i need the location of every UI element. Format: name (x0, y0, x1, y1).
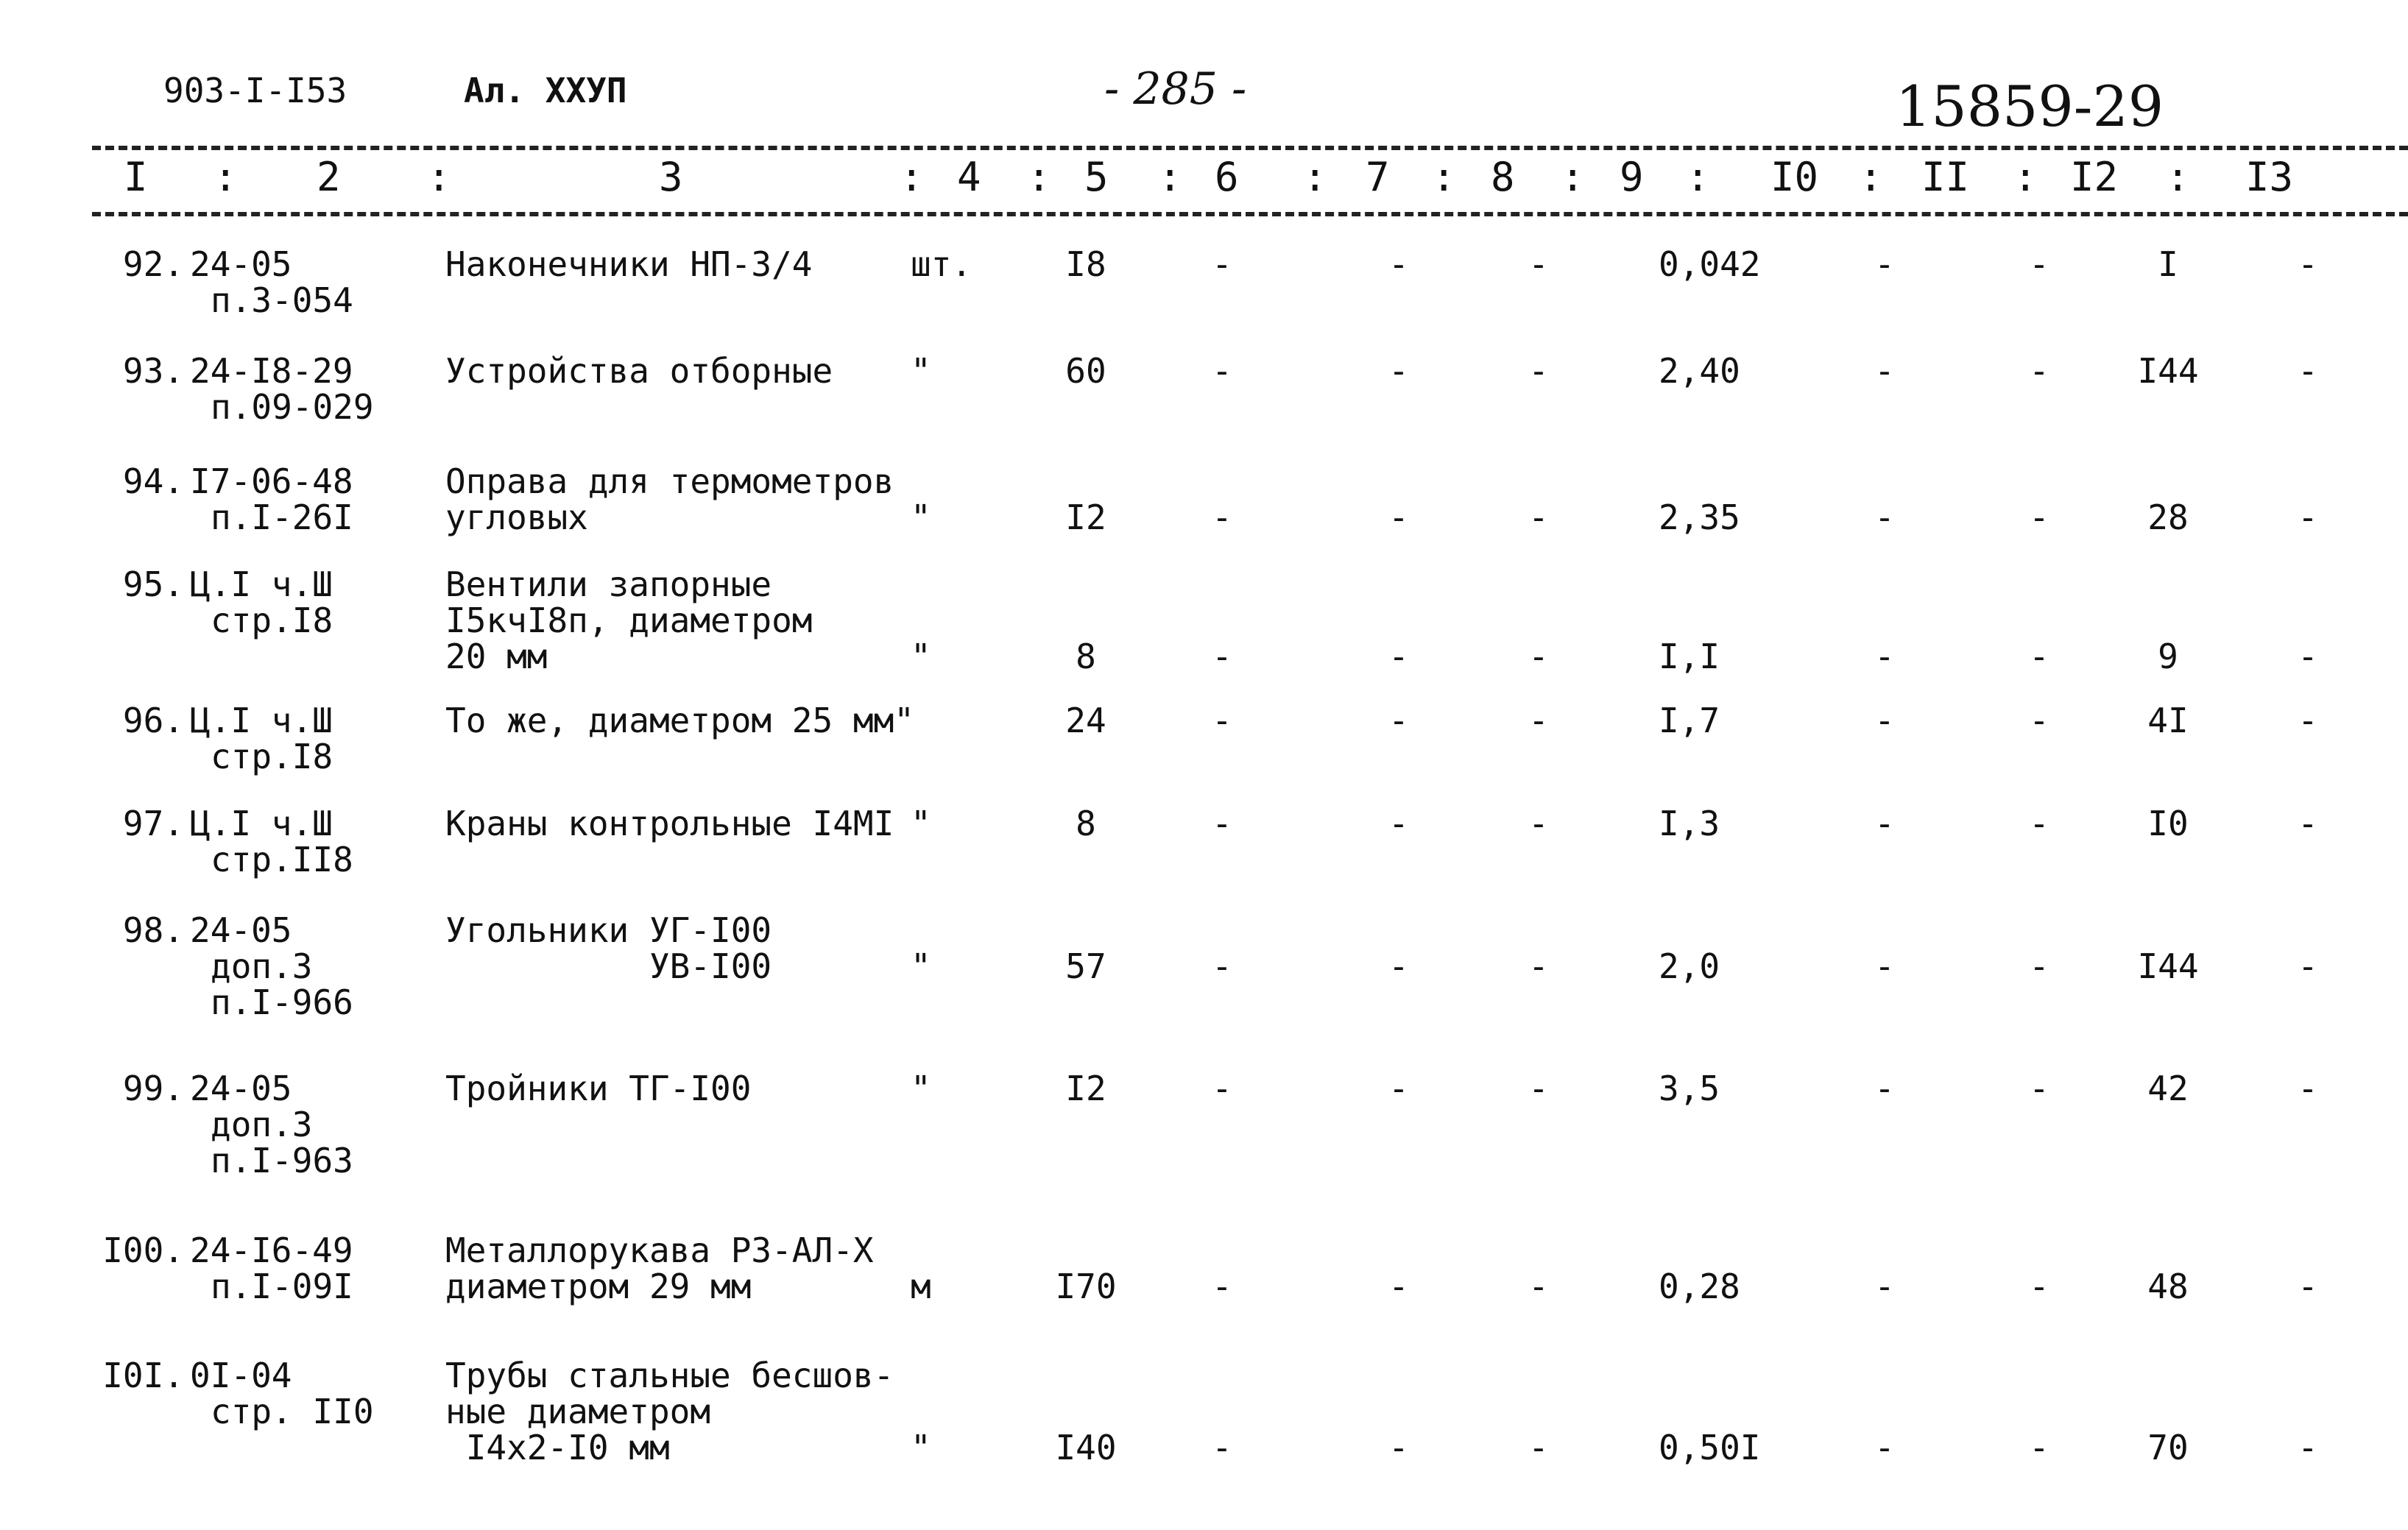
album-label: Ал. XXУП (464, 71, 627, 110)
row-col-8: - (1528, 637, 1549, 676)
col-header-13: I3 (2245, 154, 2294, 200)
row-col-7: - (1388, 637, 1409, 676)
row-col-13: - (2298, 701, 2318, 740)
col-separator: : (2166, 154, 2190, 200)
row-col-12: 42 (2147, 1069, 2189, 1108)
row-col-8: - (1528, 1069, 1549, 1108)
row-col-5: 60 (1065, 351, 1106, 391)
col-header-8: 8 (1491, 154, 1515, 200)
row-col-13: - (2298, 946, 2318, 986)
row-number: 92. (122, 244, 184, 284)
col-separator: : (1561, 154, 1585, 200)
row-col-11: - (2029, 701, 2049, 740)
row-number: 97. (122, 804, 184, 843)
row-code-line: стр. II0 (211, 1392, 374, 1431)
row-name-line: диаметром 29 мм (445, 1267, 752, 1306)
row-col-11: - (2029, 1428, 2049, 1467)
row-col-5: 24 (1065, 701, 1106, 740)
row-name-line: Наконечники НП-3/4 (445, 244, 813, 284)
row-name-line: Краны контрольные I4MI (445, 804, 894, 843)
row-col-11: - (2029, 497, 2049, 537)
row-col-9: 0,28 (1659, 1267, 1740, 1306)
col-separator: : (1432, 154, 1456, 200)
row-code-line: Ц.I ч.Ш (190, 804, 333, 843)
row-col-7: - (1388, 804, 1409, 843)
row-col-6: - (1212, 637, 1232, 676)
row-code-line: Ц.I ч.Ш (190, 564, 333, 604)
row-number: 95. (122, 564, 184, 604)
row-col-6: - (1212, 1428, 1232, 1467)
row-col-6: - (1212, 701, 1232, 740)
row-code-line: п.I-26I (211, 497, 353, 537)
row-col-10: - (1874, 1267, 1895, 1306)
handwritten-number: 15859-29 (1896, 74, 2164, 139)
row-col-11: - (2029, 1267, 2049, 1306)
row-col-8: - (1528, 351, 1549, 391)
row-code-line: 24-I8-29 (190, 351, 353, 391)
row-col-7: - (1388, 701, 1409, 740)
row-col-13: - (2298, 637, 2318, 676)
row-col-8: - (1528, 1428, 1549, 1467)
row-col-6: - (1212, 244, 1232, 284)
row-col-5: I70 (1055, 1267, 1117, 1306)
row-unit: шт. (911, 244, 972, 284)
row-name-line: Оправа для термометров (445, 461, 894, 501)
row-number: 98. (122, 910, 184, 950)
row-name-line: I5кчI8п, диаметром (445, 601, 813, 640)
row-col-10: - (1874, 497, 1895, 537)
row-code-line: 24-I6-49 (190, 1230, 353, 1270)
row-name-line: Металлорукава РЗ-АЛ-Х (445, 1230, 874, 1270)
col-separator: : (1027, 154, 1051, 200)
row-col-6: - (1212, 1267, 1232, 1306)
row-col-8: - (1528, 497, 1549, 537)
row-col-5: 57 (1065, 946, 1106, 986)
row-number: 96. (122, 701, 184, 740)
col-header-6: 6 (1215, 154, 1239, 200)
row-col-5: I8 (1065, 244, 1106, 284)
row-name-line: Тройники ТГ-I00 (445, 1069, 752, 1108)
row-number: 94. (122, 461, 184, 501)
row-col-9: 2,0 (1659, 946, 1720, 986)
row-col-7: - (1388, 1267, 1409, 1306)
row-col-10: - (1874, 1069, 1895, 1108)
row-code-line: 0I-04 (190, 1356, 292, 1395)
row-col-13: - (2298, 804, 2318, 843)
row-code-line: доп.3 (211, 1105, 313, 1144)
col-header-11: II (1921, 154, 1970, 200)
row-col-13: - (2298, 1428, 2318, 1467)
row-col-10: - (1874, 1428, 1895, 1467)
row-col-10: - (1874, 804, 1895, 843)
row-code-line: 24-05 (190, 244, 292, 284)
row-number: 99. (122, 1069, 184, 1108)
row-col-9: 0,042 (1659, 244, 1761, 284)
row-name-line: ные диаметром (445, 1392, 711, 1431)
row-col-5: 8 (1076, 637, 1096, 676)
row-name-line: I4x2-I0 мм (445, 1428, 670, 1467)
row-col-9: 0,50I (1659, 1428, 1761, 1467)
row-unit: " (911, 1428, 931, 1467)
row-col-7: - (1388, 351, 1409, 391)
row-name-line: Трубы стальные бесшов- (445, 1356, 894, 1395)
row-col-11: - (2029, 1069, 2049, 1108)
row-col-13: - (2298, 497, 2318, 537)
col-separator: : (2013, 154, 2038, 200)
row-col-11: - (2029, 351, 2049, 391)
row-col-10: - (1874, 244, 1895, 284)
row-col-7: - (1388, 1069, 1409, 1108)
row-code-line: стр.II8 (211, 840, 353, 879)
row-col-11: - (2029, 804, 2049, 843)
row-col-11: - (2029, 244, 2049, 284)
row-col-7: - (1388, 946, 1409, 986)
page-number: - 285 - (1104, 63, 1247, 115)
col-header-12: I2 (2070, 154, 2119, 200)
header-bottom-rule (92, 212, 2408, 216)
col-separator: : (900, 154, 924, 200)
row-col-9: I,3 (1659, 804, 1720, 843)
row-col-12: 9 (2158, 637, 2178, 676)
row-code-line: стр.I8 (211, 737, 333, 776)
col-separator: : (1686, 154, 1710, 200)
header-top-rule (92, 146, 2408, 150)
row-col-5: I2 (1065, 1069, 1106, 1108)
row-col-12: I (2158, 244, 2178, 284)
row-col-8: - (1528, 244, 1549, 284)
row-number: I0I. (102, 1356, 184, 1395)
row-col-6: - (1212, 1069, 1232, 1108)
row-col-12: 4I (2147, 701, 2189, 740)
row-col-11: - (2029, 946, 2049, 986)
row-col-10: - (1874, 351, 1895, 391)
col-separator: : (1158, 154, 1182, 200)
doc-code: 903-I-I53 (163, 71, 347, 110)
row-col-10: - (1874, 701, 1895, 740)
col-header-9: 9 (1620, 154, 1644, 200)
col-header-10: I0 (1770, 154, 1819, 200)
row-code-line: п.I-09I (211, 1267, 353, 1306)
row-col-7: - (1388, 1428, 1409, 1467)
row-col-12: I44 (2137, 946, 2199, 986)
row-col-8: - (1528, 946, 1549, 986)
row-col-6: - (1212, 351, 1232, 391)
row-code-line: 24-05 (190, 910, 292, 950)
col-separator: : (213, 154, 238, 200)
row-col-13: - (2298, 244, 2318, 284)
row-col-9: I,7 (1659, 701, 1720, 740)
row-col-12: I0 (2147, 804, 2189, 843)
row-col-12: 48 (2147, 1267, 2189, 1306)
row-col-13: - (2298, 351, 2318, 391)
row-code-line: стр.I8 (211, 601, 333, 640)
row-col-9: I,I (1659, 637, 1720, 676)
row-unit: " (911, 637, 931, 676)
row-number: I00. (102, 1230, 184, 1270)
row-col-9: 2,40 (1659, 351, 1740, 391)
row-col-7: - (1388, 244, 1409, 284)
row-col-5: I40 (1055, 1428, 1117, 1467)
row-code-line: п.3-054 (211, 280, 353, 320)
row-name-line: 20 мм (445, 637, 548, 676)
col-separator: : (1303, 154, 1327, 200)
row-col-10: - (1874, 946, 1895, 986)
row-name-line: Устройства отборные (445, 351, 833, 391)
row-code-line: I7-06-48 (190, 461, 353, 501)
row-col-6: - (1212, 946, 1232, 986)
col-header-5: 5 (1084, 154, 1109, 200)
col-header-3: 3 (659, 154, 683, 200)
row-number: 93. (122, 351, 184, 391)
row-col-6: - (1212, 497, 1232, 537)
row-col-11: - (2029, 637, 2049, 676)
row-name-line: Вентили запорные (445, 564, 772, 604)
row-unit: м (911, 1267, 931, 1306)
row-col-9: 2,35 (1659, 497, 1740, 537)
row-col-6: - (1212, 804, 1232, 843)
col-separator: : (1859, 154, 1883, 200)
row-col-10: - (1874, 637, 1895, 676)
row-col-5: I2 (1065, 497, 1106, 537)
row-col-7: - (1388, 497, 1409, 537)
row-code-line: п.I-966 (211, 982, 353, 1022)
row-code-line: п.09-029 (211, 387, 374, 427)
row-code-line: доп.3 (211, 946, 313, 986)
row-col-8: - (1528, 1267, 1549, 1306)
row-col-13: - (2298, 1069, 2318, 1108)
row-unit: " (911, 946, 931, 986)
row-name-line: УВ-I00 (445, 946, 772, 986)
col-separator: : (427, 154, 451, 200)
row-name-line: То же, диаметром 25 мм" (445, 701, 914, 740)
row-name-line: Угольники УГ-I00 (445, 910, 772, 950)
col-header-1: I (124, 154, 148, 200)
row-col-5: 8 (1076, 804, 1096, 843)
row-col-8: - (1528, 804, 1549, 843)
row-col-13: - (2298, 1267, 2318, 1306)
row-unit: " (911, 351, 931, 391)
col-header-2: 2 (317, 154, 341, 200)
row-code-line: 24-05 (190, 1069, 292, 1108)
row-col-12: 28 (2147, 497, 2189, 537)
row-unit: " (911, 497, 931, 537)
row-unit: " (911, 1069, 931, 1108)
col-header-7: 7 (1366, 154, 1390, 200)
row-name-line: угловых (445, 497, 588, 537)
col-header-4: 4 (957, 154, 981, 200)
row-col-8: - (1528, 701, 1549, 740)
row-col-12: I44 (2137, 351, 2199, 391)
row-col-12: 70 (2147, 1428, 2189, 1467)
row-code-line: п.I-963 (211, 1141, 353, 1180)
row-unit: " (911, 804, 931, 843)
row-col-9: 3,5 (1659, 1069, 1720, 1108)
row-code-line: Ц.I ч.Ш (190, 701, 333, 740)
